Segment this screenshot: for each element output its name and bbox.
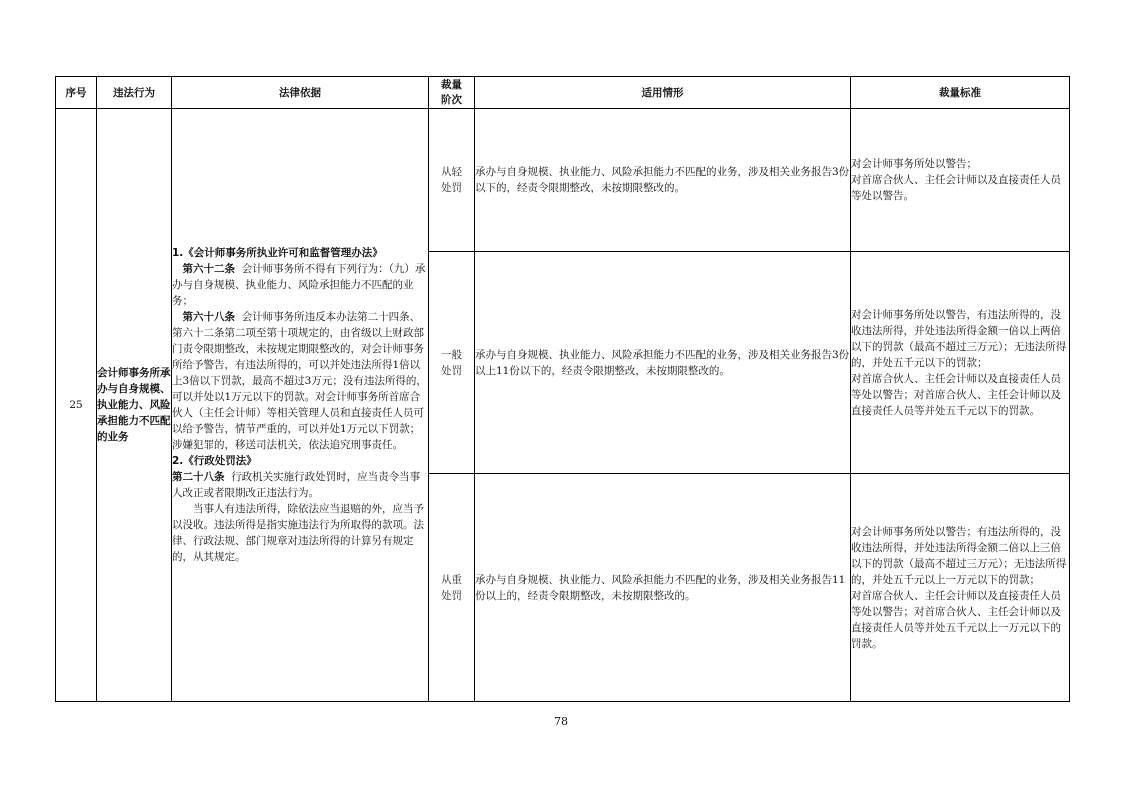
tier-level-heavy: 从重 处罚 (429, 474, 475, 702)
article-68 (172, 309, 428, 453)
tier-situation-heavy: 承办与自身规模、执业能力、风险承担能力不匹配的业务，涉及相关业务报告11份以上的，经责令限期整改，未按期限整改的。 (475, 474, 851, 702)
header-basis: 法律依据 (172, 77, 429, 109)
article-62-text: 会计师事务所不得有下列行为：（九）承办与自身规模、执业能力、风险承担能力不匹配的业务； (172, 263, 426, 307)
header-standard: 裁量标准 (851, 77, 1070, 109)
header-seq: 序号 (56, 77, 97, 109)
law1-title: 1.《会计师事务所执业许可和监督管理办法》 (172, 247, 383, 259)
tier-standard-light: 对会计师事务所处以警告； 对首席合伙人、主任会计师以及直接责任人员等处以警告。 (851, 109, 1070, 252)
article-62-label: 第六十二条 (182, 263, 235, 275)
discretion-table (55, 76, 1070, 702)
tier-standard-heavy: 对会计师事务所处以警告；有违法所得的，没收违法所得，并处违法所得金额二倍以上三倍以下的罚款（最高不超过三万元）；无违法所得的，并处五千元以上一万元以下的罚款； 对首席合伙人、主任会计师以及直接责任人员等处以警告；对首席合伙人、主任会计师以及直接责任人员等并处五千元以上一万元以下的罚款。 (851, 474, 1070, 702)
tier-standard-general: 对会计师事务所处以警告，有违法所得的，没收违法所得，并处违法所得金额一倍以上两倍以下的罚款（最高不超过三万元）；无违法所得的，并处五千元以下的罚款； 对首席合伙人、主任会计师以及直接责任人员等处以警告；对首席合伙人、主任会计师以及直接责任人员等并处五千元以下的罚款。 (851, 252, 1070, 474)
tier-level-general: 一般 处罚 (429, 252, 475, 474)
behavior-cell: 会计师事务所承办与自身规模、执业能力、风险承担能力不匹配的业务 (97, 109, 172, 702)
article-28 (172, 469, 428, 501)
seq-cell: 25 (56, 109, 97, 702)
legal-basis-cell (172, 109, 429, 702)
header-level: 裁量 阶次 (429, 77, 475, 109)
header-situation: 适用情形 (475, 77, 851, 109)
law2-title: 2.《行政处罚法》 (172, 455, 257, 467)
tier-situation-light: 承办与自身规模、执业能力、风险承担能力不匹配的业务，涉及相关业务报告3份以下的，经责令限期整改，未按期限整改的。 (475, 109, 851, 252)
header-row (56, 77, 1070, 109)
article-68-text: 会计师事务所违反本办法第二十四条、第六十二条第二项至第十项规定的，由省级以上财政部门责令限期整改，未按规定期限整改的，对会计师事务所给予警告，有违法所得的，可以并处违法所得1倍以上3倍以下罚款，最高不超过3万元；没有违法所得的，可以并处以1万元以下的罚款。对会计师事务所首席合伙人（主任会计师）等相关管理人员和直接责任人员可以给予警告，情节严重的，可以并处1万元以下罚款；涉嫌犯罪的，移送司法机关，依法追究刑事责任。 (172, 311, 427, 451)
page-number: 78 (554, 715, 568, 728)
tier-level-light: 从轻 处罚 (429, 109, 475, 252)
article-28-para2: 当事人有违法所得，除依法应当退赔的外，应当予以没收。违法所得是指实施违法行为所取得的款项。法律、行政法规、部门规章对违法所得的计算另有规定的，从其规定。 (172, 503, 424, 563)
article-28-text: 行政机关实施行政处罚时，应当责令当事人改正或者限期改正违法行为。 (172, 471, 421, 499)
article-68-label: 第六十八条 (182, 311, 235, 323)
tier-situation-general: 承办与自身规模、执业能力、风险承担能力不匹配的业务，涉及相关业务报告3份以上11份以下的，经责令限期整改，未按期限整改的。 (475, 252, 851, 474)
table-row (56, 109, 1070, 252)
article-62 (172, 261, 428, 309)
article-28-label: 第二十八条 (172, 471, 225, 483)
header-behavior: 违法行为 (97, 77, 172, 109)
